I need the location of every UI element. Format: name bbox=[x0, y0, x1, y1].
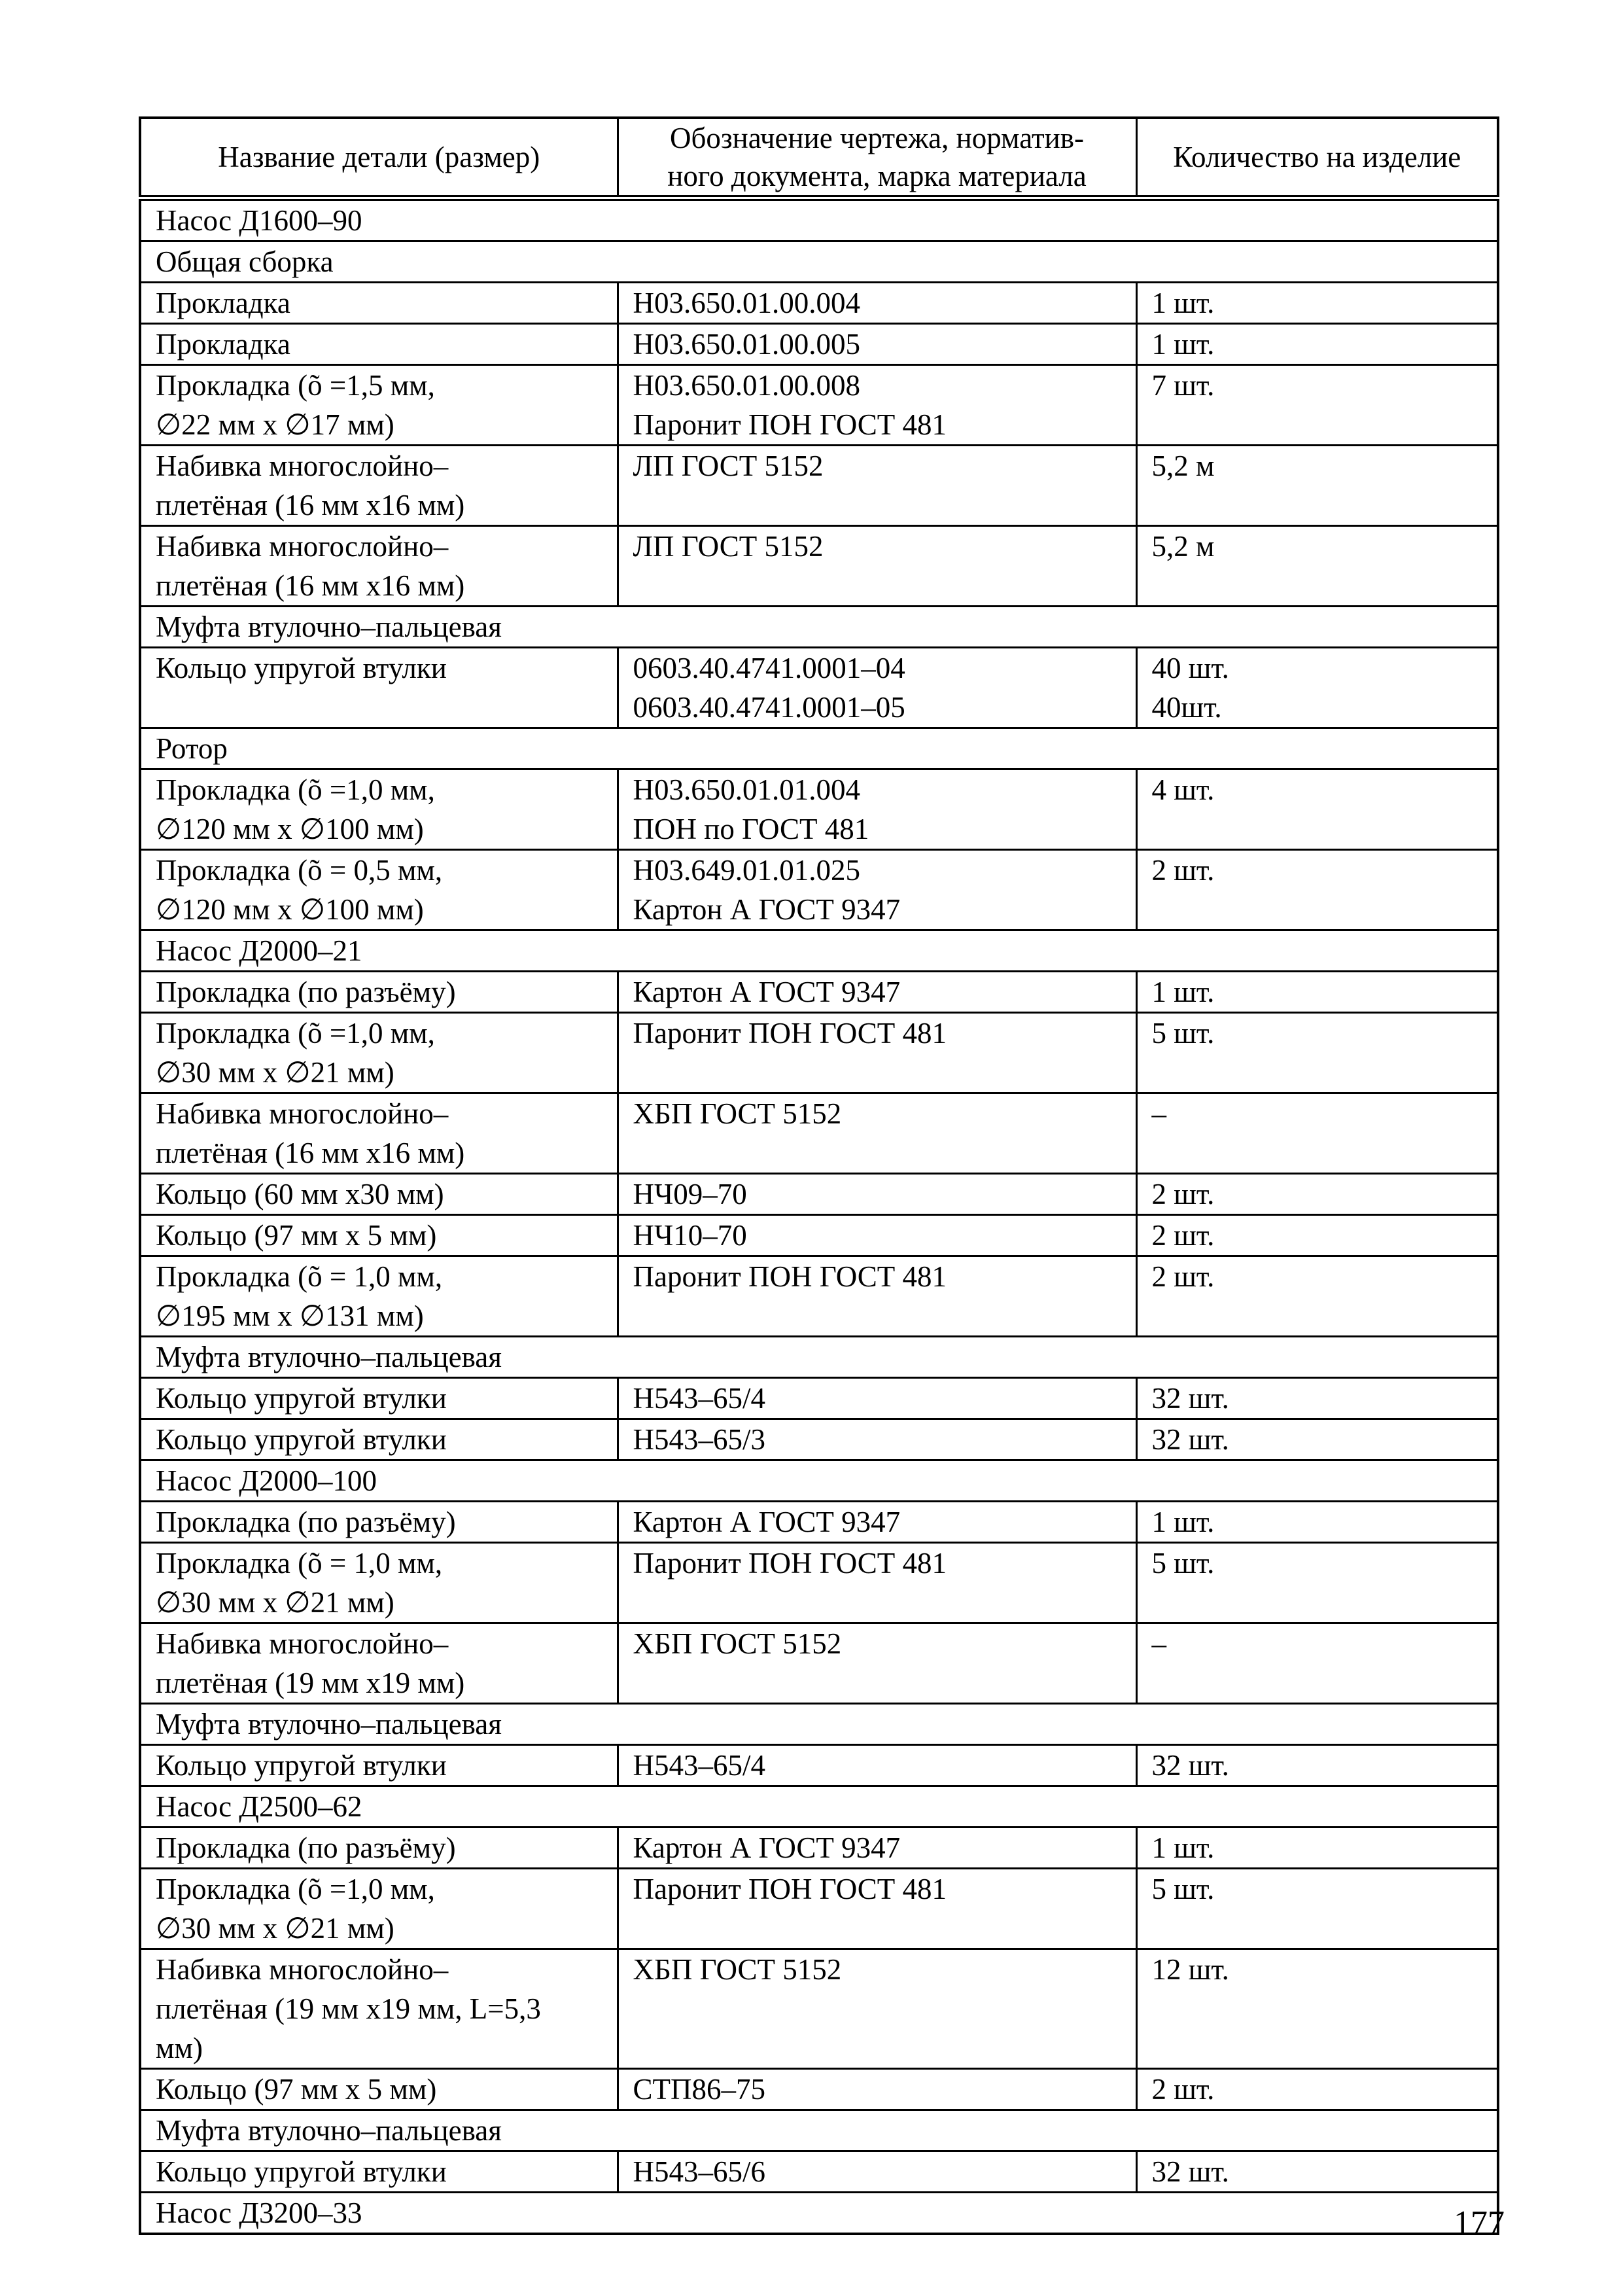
section-row bbox=[140, 198, 1498, 241]
cell-part-name: Прокладка (õ = 1,0 мм, ∅30 мм х ∅21 мм) bbox=[140, 1543, 618, 1623]
cell-quantity: 5,2 м bbox=[1136, 526, 1498, 607]
page-number: 177 bbox=[1454, 2204, 1505, 2242]
cell-quantity: – bbox=[1136, 1623, 1498, 1704]
cell-part-name: Набивка многослойно– плетёная (19 мм х19 мм, L=5,3 мм) bbox=[140, 1949, 618, 2069]
table-row bbox=[140, 1256, 1498, 1337]
section-row bbox=[140, 2110, 1498, 2151]
section-title: Насос Д2500–62 bbox=[140, 1786, 1498, 1828]
table-row bbox=[140, 2151, 1498, 2193]
cell-part-name: Прокладка (õ =1,0 мм, ∅30 мм х ∅21 мм) bbox=[140, 1869, 618, 1949]
table-body bbox=[140, 198, 1498, 2234]
cell-quantity: – bbox=[1136, 1093, 1498, 1174]
cell-designation: Н543–65/4 bbox=[618, 1378, 1136, 1419]
table-row bbox=[140, 283, 1498, 324]
cell-part-name: Кольцо (97 мм х 5 мм) bbox=[140, 1215, 618, 1256]
table-row bbox=[140, 1502, 1498, 1543]
cell-part-name: Прокладка (õ = 0,5 мм, ∅120 мм х ∅100 мм) bbox=[140, 850, 618, 930]
table-header-row bbox=[140, 118, 1498, 198]
cell-part-name: Кольцо упругой втулки bbox=[140, 648, 618, 728]
cell-quantity: 32 шт. bbox=[1136, 1745, 1498, 1786]
table-row bbox=[140, 1013, 1498, 1093]
cell-quantity: 2 шт. bbox=[1136, 1256, 1498, 1337]
table-row bbox=[140, 2069, 1498, 2110]
cell-quantity: 2 шт. bbox=[1136, 1215, 1498, 1256]
section-row bbox=[140, 1460, 1498, 1502]
cell-part-name: Кольцо упругой втулки bbox=[140, 1745, 618, 1786]
section-row bbox=[140, 1337, 1498, 1378]
table-row bbox=[140, 1828, 1498, 1869]
table-row bbox=[140, 972, 1498, 1013]
section-title: Насос Д2000–100 bbox=[140, 1460, 1498, 1502]
cell-quantity: 5,2 м bbox=[1136, 446, 1498, 526]
table-row bbox=[140, 648, 1498, 728]
cell-quantity: 2 шт. bbox=[1136, 850, 1498, 930]
cell-part-name: Прокладка (по разъёму) bbox=[140, 972, 618, 1013]
cell-designation: Картон А ГОСТ 9347 bbox=[618, 1828, 1136, 1869]
table-row bbox=[140, 1623, 1498, 1704]
cell-part-name: Прокладка (õ =1,0 мм, ∅120 мм х ∅100 мм) bbox=[140, 769, 618, 850]
cell-designation: НЧ10–70 bbox=[618, 1215, 1136, 1256]
cell-quantity: 1 шт. bbox=[1136, 972, 1498, 1013]
table-row bbox=[140, 526, 1498, 607]
cell-part-name: Прокладка (õ =1,0 мм, ∅30 мм х ∅21 мм) bbox=[140, 1013, 618, 1093]
cell-designation: ХБП ГОСТ 5152 bbox=[618, 1623, 1136, 1704]
section-title: Насос Д2000–21 bbox=[140, 930, 1498, 972]
cell-designation: Н543–65/3 bbox=[618, 1419, 1136, 1460]
table-row bbox=[140, 1174, 1498, 1215]
cell-designation: Н03.650.01.01.004 ПОН по ГОСТ 481 bbox=[618, 769, 1136, 850]
cell-designation: Паронит ПОН ГОСТ 481 bbox=[618, 1543, 1136, 1623]
table-row bbox=[140, 446, 1498, 526]
cell-part-name: Набивка многослойно– плетёная (19 мм х19 мм) bbox=[140, 1623, 618, 1704]
table-row bbox=[140, 1949, 1498, 2069]
parts-table bbox=[139, 116, 1499, 2235]
cell-designation: Н03.650.01.00.004 bbox=[618, 283, 1136, 324]
cell-quantity: 32 шт. bbox=[1136, 1419, 1498, 1460]
cell-designation: Н543–65/6 bbox=[618, 2151, 1136, 2193]
cell-quantity: 32 шт. bbox=[1136, 2151, 1498, 2193]
cell-part-name: Кольцо упругой втулки bbox=[140, 2151, 618, 2193]
cell-part-name: Прокладка (по разъёму) bbox=[140, 1828, 618, 1869]
table-row bbox=[140, 365, 1498, 446]
section-row bbox=[140, 2193, 1498, 2234]
cell-part-name: Набивка многослойно– плетёная (16 мм х16 мм) bbox=[140, 446, 618, 526]
cell-part-name: Кольцо (97 мм х 5 мм) bbox=[140, 2069, 618, 2110]
cell-designation: ХБП ГОСТ 5152 bbox=[618, 1093, 1136, 1174]
cell-quantity: 5 шт. bbox=[1136, 1543, 1498, 1623]
cell-quantity: 32 шт. bbox=[1136, 1378, 1498, 1419]
cell-part-name: Набивка многослойно– плетёная (16 мм х16 мм) bbox=[140, 526, 618, 607]
cell-designation: Паронит ПОН ГОСТ 481 bbox=[618, 1013, 1136, 1093]
cell-designation: НЧ09–70 bbox=[618, 1174, 1136, 1215]
header-part-name: Название детали (размер) bbox=[140, 118, 618, 198]
table-row bbox=[140, 1378, 1498, 1419]
section-row bbox=[140, 1786, 1498, 1828]
section-row bbox=[140, 607, 1498, 648]
section-title: Муфта втулочно–пальцевая bbox=[140, 607, 1498, 648]
section-title: Муфта втулочно–пальцевая bbox=[140, 1337, 1498, 1378]
cell-quantity: 40 шт. 40шт. bbox=[1136, 648, 1498, 728]
cell-part-name: Прокладка bbox=[140, 283, 618, 324]
cell-designation: Н03.649.01.01.025 Картон А ГОСТ 9347 bbox=[618, 850, 1136, 930]
section-title: Муфта втулочно–пальцевая bbox=[140, 2110, 1498, 2151]
cell-part-name: Набивка многослойно– плетёная (16 мм х16 мм) bbox=[140, 1093, 618, 1174]
header-quantity: Количество на изделие bbox=[1136, 118, 1498, 198]
cell-designation: Н543–65/4 bbox=[618, 1745, 1136, 1786]
cell-designation: ЛП ГОСТ 5152 bbox=[618, 526, 1136, 607]
section-row bbox=[140, 728, 1498, 769]
cell-quantity: 1 шт. bbox=[1136, 1828, 1498, 1869]
cell-designation: Н03.650.01.00.005 bbox=[618, 324, 1136, 365]
cell-part-name: Прокладка (õ = 1,0 мм, ∅195 мм х ∅131 мм) bbox=[140, 1256, 618, 1337]
cell-quantity: 5 шт. bbox=[1136, 1869, 1498, 1949]
section-title: Ротор bbox=[140, 728, 1498, 769]
cell-part-name: Кольцо упругой втулки bbox=[140, 1419, 618, 1460]
cell-quantity: 5 шт. bbox=[1136, 1013, 1498, 1093]
section-title: Насос Д3200–33 bbox=[140, 2193, 1498, 2234]
cell-designation: Паронит ПОН ГОСТ 481 bbox=[618, 1869, 1136, 1949]
cell-quantity: 12 шт. bbox=[1136, 1949, 1498, 2069]
cell-designation: Н03.650.01.00.008 Паронит ПОН ГОСТ 481 bbox=[618, 365, 1136, 446]
cell-designation: Картон А ГОСТ 9347 bbox=[618, 1502, 1136, 1543]
header-designation: Обозначение чертежа, норматив- ного документа, марка материала bbox=[618, 118, 1136, 198]
section-title: Муфта втулочно–пальцевая bbox=[140, 1704, 1498, 1745]
cell-quantity: 7 шт. bbox=[1136, 365, 1498, 446]
cell-quantity: 2 шт. bbox=[1136, 1174, 1498, 1215]
cell-part-name: Прокладка bbox=[140, 324, 618, 365]
cell-designation: СТП86–75 bbox=[618, 2069, 1136, 2110]
cell-quantity: 1 шт. bbox=[1136, 1502, 1498, 1543]
table-row bbox=[140, 324, 1498, 365]
table-row bbox=[140, 1093, 1498, 1174]
cell-quantity: 2 шт. bbox=[1136, 2069, 1498, 2110]
cell-designation: Паронит ПОН ГОСТ 481 bbox=[618, 1256, 1136, 1337]
cell-quantity: 1 шт. bbox=[1136, 283, 1498, 324]
section-row bbox=[140, 930, 1498, 972]
table-row bbox=[140, 1869, 1498, 1949]
table-row bbox=[140, 1543, 1498, 1623]
table-row bbox=[140, 769, 1498, 850]
cell-part-name: Кольцо упругой втулки bbox=[140, 1378, 618, 1419]
cell-part-name: Кольцо (60 мм х30 мм) bbox=[140, 1174, 618, 1215]
cell-designation: ХБП ГОСТ 5152 bbox=[618, 1949, 1136, 2069]
cell-quantity: 1 шт. bbox=[1136, 324, 1498, 365]
cell-part-name: Прокладка (õ =1,5 мм, ∅22 мм х ∅17 мм) bbox=[140, 365, 618, 446]
cell-quantity: 4 шт. bbox=[1136, 769, 1498, 850]
section-row bbox=[140, 241, 1498, 283]
table-row bbox=[140, 1745, 1498, 1786]
section-row bbox=[140, 1704, 1498, 1745]
cell-designation: ЛП ГОСТ 5152 bbox=[618, 446, 1136, 526]
table-row bbox=[140, 1419, 1498, 1460]
section-title: Насос Д1600–90 bbox=[140, 198, 1498, 241]
cell-designation: 0603.40.4741.0001–04 0603.40.4741.0001–05 bbox=[618, 648, 1136, 728]
section-title: Общая сборка bbox=[140, 241, 1498, 283]
table-row bbox=[140, 850, 1498, 930]
table-row bbox=[140, 1215, 1498, 1256]
cell-designation: Картон А ГОСТ 9347 bbox=[618, 972, 1136, 1013]
cell-part-name: Прокладка (по разъёму) bbox=[140, 1502, 618, 1543]
